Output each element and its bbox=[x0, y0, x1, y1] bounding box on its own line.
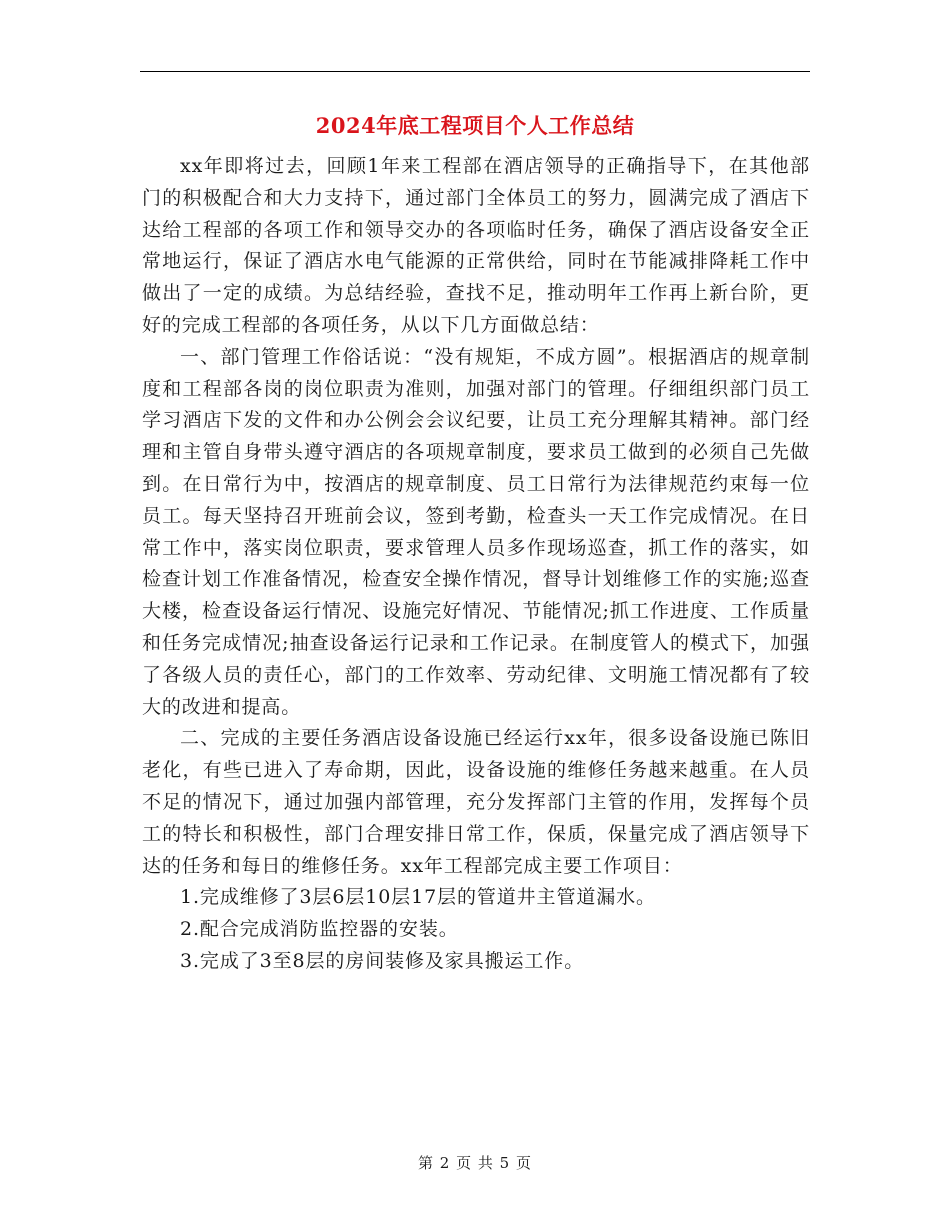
list-item: 1.完成维修了3层6层10层17层的管道井主管道漏水。 bbox=[180, 886, 656, 909]
paragraph-intro: xx年即将过去，回顾1年来工程部在酒店领导的正确指导下，在其他部门的积极配合和大力支持下，通过部门全体员工的努力，圆满完成了酒店下达给工程部的各项工作和领导交办的各项临时任务，确保了酒店设备安全正常地运行，保证了酒店水电气能源的正常供给，同时在节能减排降耗工作中做出了一定的成绩。为总结经验，查找不足，推动明年工作再上新台阶，更好的完成工程部的各项任务，从以下几方面做总结： bbox=[142, 155, 810, 336]
list-item: 2.配合完成消防监控器的安装。 bbox=[180, 918, 459, 941]
paragraph-main-tasks: 二、完成的主要任务酒店设备设施已经运行xx年，很多设备设施已陈旧老化，有些已进入了寿命期，因此，设备设施的维修任务越来越重。在人员不足的情况下，通过加强内部管理，充分发挥部门主管的作用，发挥每个员工的特长和积极性，部门合理安排日常工作，保质，保量完成了酒店领导下达的任务和每日的维修任务。xx年工程部完成主要工作项目： bbox=[142, 727, 810, 877]
header-rule bbox=[140, 71, 810, 72]
document-body bbox=[142, 151, 810, 978]
paragraph-department-management: 一、部门管理工作俗话说：“没有规矩，不成方圆”。根据酒店的规章制度和工程部各岗的岗位职责为准则，加强对部门的管理。仔细组织部门员工学习酒店下发的文件和办公例会会议纪要，让员工充分理解其精神。部门经理和主管自身带头遵守酒店的各项规章制度，要求员工做到的必须自己先做到。在日常行为中，按酒店的规章制度、员工日常行为法律规范约束每一位员工。每天坚持召开班前会议，签到考勤，检查头一天工作完成情况。在日常工作中，落实岗位职责，要求管理人员多作现场巡查，抓工作的落实，如检查计划工作准备情况，检查安全操作情况，督导计划维修工作的实施;巡查大楼，检查设备运行情况、设施完好情况、节能情况;抓工作进度、工作质量和任务完成情况;抽查设备运行记录和工作记录。在制度管人的模式下，加强了各级人员的责任心，部门的工作效率、劳动纪律、文明施工情况都有了较大的改进和提高。 bbox=[142, 345, 810, 718]
list-item: 3.完成了3至8层的房间装修及家具搬运工作。 bbox=[180, 949, 585, 972]
document-title: 2024年底工程项目个人工作总结 bbox=[315, 113, 635, 138]
page-footer: 第 2 页 共 5 页 bbox=[418, 1154, 532, 1172]
